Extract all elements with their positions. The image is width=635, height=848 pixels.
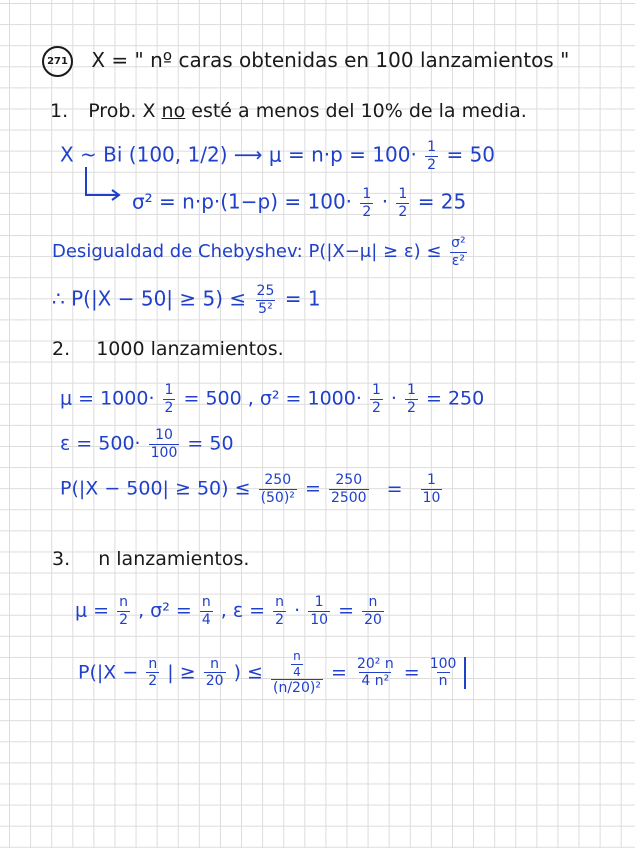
part1-chebyshev-lhs: Desigualdad de Chebyshev: P(|X−μ| ≥ ε) ≤ (52, 241, 442, 263)
part2-prob-f1-den: (50)² (260, 489, 295, 506)
part2-prob-eq-1: = (304, 477, 321, 500)
part1-question (50, 102, 527, 121)
part3-prob-eq-1: = (330, 661, 347, 684)
part3-sigma-lhs: , σ² = (138, 599, 192, 622)
part1-var-f1-den: 2 (362, 203, 372, 220)
part3-eps-eq: = (338, 599, 355, 622)
part2-prob-fraction-3 (421, 473, 443, 505)
part3-eps-f3-den: 20 (364, 611, 382, 628)
part2-title: 1000 lanzamientos. (96, 338, 284, 360)
part3-sig-num: n (201, 594, 211, 610)
part3-prob-fraction-a (146, 657, 159, 689)
part1-var-f2-num: 1 (398, 186, 408, 202)
part1-question-underlined: no (161, 100, 186, 122)
part2-sig-f2-den: 2 (407, 399, 416, 416)
part3-eps-f2-den: 10 (310, 611, 329, 628)
part1-ther-num: 25 (256, 283, 275, 299)
part2-prob-eq-2: = (386, 477, 403, 500)
part3-prob-eq-2: = (403, 661, 420, 684)
part1-var-f1-num: 1 (362, 186, 372, 202)
part2-eps-rhs: = 50 (187, 432, 234, 455)
part2-sig-f1-num: 1 (371, 382, 381, 398)
problem-statement: X = " nº caras obtenidas en 100 lanzamientos " (91, 48, 570, 72)
part3-prob-mid: | ≥ (167, 661, 196, 684)
part3-eps-dot: · (294, 599, 301, 622)
part1-chebyshev-line (52, 236, 470, 268)
part3-mu-den: 2 (119, 611, 129, 628)
part1-dist-lhs: X ~ Bi (100, 1/2) ⟶ μ = n·p = 100· (60, 142, 417, 167)
part3-prob-b-num: n (210, 655, 220, 672)
part2-prob-fraction-1 (259, 473, 297, 505)
part1-chebyshev-fraction (449, 236, 468, 268)
part3-prob-b-den: 20 (205, 673, 224, 690)
part1-variance-dot: · (381, 189, 389, 214)
part3-mu-num: n (119, 594, 128, 610)
part1-therefore-line (52, 284, 321, 316)
part2-sig-f2-num: 1 (407, 382, 416, 398)
part2-sig-f1-den: 2 (371, 399, 381, 416)
part3-prob-big-fraction (271, 650, 323, 696)
part1-dist-frac-num: 1 (427, 139, 437, 155)
part1-cheb-num: σ² (451, 235, 466, 251)
part1-therefore-fraction (255, 284, 277, 316)
part2-heading (52, 340, 284, 359)
part2-mu-num: 1 (164, 382, 174, 398)
part2-eps-fraction (149, 428, 180, 460)
part1-variance-fraction-1 (360, 187, 373, 219)
part1-dist-frac-den: 2 (427, 156, 437, 173)
part2-sigma-rhs: = 250 (425, 387, 485, 410)
part3-title: n lanzamientos. (98, 548, 250, 570)
part2-probability-line (60, 473, 444, 505)
part3-prob-fraction-c (355, 657, 396, 689)
part3-mu-fraction (117, 595, 130, 627)
part3-prob-c-num: 20² n (356, 655, 394, 672)
part3-heading (52, 550, 249, 569)
part3-sig-den: 4 (201, 611, 211, 628)
part3-prob-result-fraction (428, 657, 467, 689)
part1-ther-den: 5² (258, 300, 273, 317)
part3-eps-f1-den: 2 (275, 611, 285, 628)
part3-mu-lhs: μ = (75, 599, 110, 622)
part1-variance-fraction-2 (396, 187, 409, 219)
part2-eps-lhs: ε = 500· (60, 432, 141, 455)
part1-cheb-den: ε² (451, 252, 465, 269)
part2-sigma-fraction-2 (405, 383, 418, 415)
part3-probability-line (78, 650, 468, 696)
part2-mu-sigma-line (60, 383, 484, 415)
part3-params-line (75, 595, 386, 627)
part2-prob-fraction-2 (329, 473, 369, 505)
part2-mu-rhs: = 500 , σ² = 1000· (183, 387, 362, 410)
part3-prob-big-num-den: 4 (293, 664, 301, 679)
part2-epsilon-line (60, 428, 234, 460)
part2-eps-den: 100 (150, 444, 178, 461)
part2-prob-lhs: P(|X − 500| ≥ 50) ≤ (60, 477, 251, 500)
part2-number: 2. (52, 338, 71, 360)
part3-prob-lhs: P(|X − (78, 661, 139, 684)
part2-prob-f2-den: 2500 (330, 489, 367, 506)
part1-question-post: esté a menos del 10% de la media. (191, 100, 527, 122)
part2-mu-fraction (163, 383, 176, 415)
part2-prob-f3-num: 1 (427, 472, 436, 488)
part3-prob-res-den: n (438, 673, 448, 690)
part1-therefore-rhs: = 1 (284, 286, 321, 311)
part3-eps-lhs: , ε = (220, 599, 266, 622)
part3-prob-big-num-fraction (291, 650, 303, 678)
part3-prob-close: ) ≤ (233, 661, 263, 684)
part1-dist-fraction (425, 140, 438, 172)
problem-number-badge: 271 (42, 46, 73, 77)
part3-prob-a-num: n (148, 655, 158, 672)
part3-prob-res-num: 100 (429, 655, 457, 672)
part2-prob-f3-den: 10 (422, 489, 441, 506)
part2-mu-lhs: μ = 1000· (60, 387, 155, 410)
part1-variance-lhs: σ² = n·p·(1−p) = 100· (132, 189, 353, 214)
part2-prob-f1-num: 250 (264, 472, 292, 488)
part3-prob-big-num-num: n (293, 649, 301, 663)
part2-eps-num: 10 (155, 427, 173, 443)
part1-number: 1. (50, 100, 69, 122)
part3-prob-a-den: 2 (148, 673, 158, 690)
part3-number: 3. (52, 548, 71, 570)
part3-prob-big-num (287, 650, 307, 679)
part1-var-f2-den: 2 (398, 203, 408, 220)
part3-eps-f1-num: n (275, 594, 285, 610)
part2-sigma-dot: · (390, 387, 397, 410)
part2-mu-den: 2 (164, 399, 174, 416)
part3-eps-f3-num: n (368, 594, 378, 610)
part1-variance-rhs: = 25 (417, 189, 467, 214)
part3-eps-fraction-2 (308, 595, 330, 627)
part1-variance-line (132, 187, 466, 219)
part1-question-pre: Prob. X (88, 100, 156, 122)
part3-sigma-fraction (200, 595, 213, 627)
part2-prob-f2-num: 250 (335, 472, 363, 488)
part3-eps-f2-num: 1 (314, 594, 324, 610)
hook-arrow-icon (78, 165, 128, 205)
part3-eps-fraction-3 (362, 595, 384, 627)
part1-therefore-lhs: ∴ P(|X − 50| ≥ 5) ≤ (52, 286, 247, 311)
part3-eps-fraction-1 (273, 595, 286, 627)
part3-prob-big-den: (n/20)² (272, 680, 321, 697)
part3-prob-c-den: 4 n² (361, 673, 390, 690)
part1-dist-rhs: = 50 (446, 142, 496, 167)
problem-header (42, 46, 569, 77)
part3-prob-fraction-b (204, 657, 226, 689)
part2-sigma-fraction-1 (370, 383, 383, 415)
